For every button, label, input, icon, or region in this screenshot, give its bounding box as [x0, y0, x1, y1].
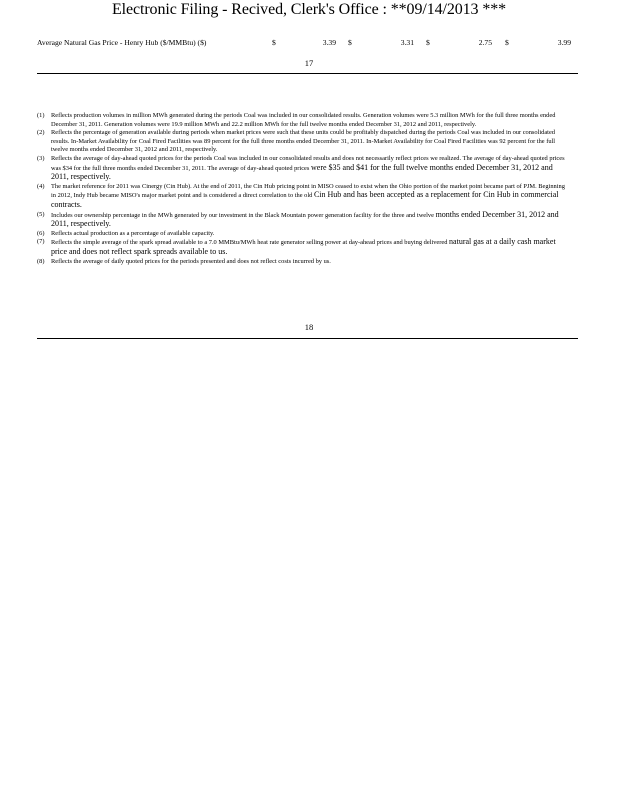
footnote-text: Includes our ownership percentage in the MWh generated by our investment in the Black Mountain power generation facility for the three and twelve months ended December 31, 2012 and 2011, respectively.	[51, 209, 559, 229]
currency-symbol: $	[426, 38, 430, 47]
footnote-text: Reflects the average of day-ahead quoted prices for the periods Coal was included in our consolidated results and does not necessarily reflect prices we realized. The average of day-ahead quoted prices was $34 for the full three months ended December 31, 2011. The average of day-ahead quoted prices were $35 and $41 for the full twelve months ended December 31, 2012 and 2011, respectively.	[51, 154, 565, 182]
footnote	[37, 183, 565, 211]
footnotes	[37, 112, 565, 266]
page-divider	[37, 73, 578, 74]
table-cell: 2.75	[478, 38, 492, 47]
table-cell: 3.99	[557, 38, 571, 47]
footnote	[37, 155, 565, 183]
footnote-text: Reflects the simple average of the spark spread available to a 7.0 MMBtu/MWh heat rate generator selling power at day-ahead prices and buying delivered natural gas at a daily cash market price and does not reflect spark spreads available to us.	[51, 237, 556, 256]
footnote	[37, 129, 565, 155]
footnote-text: Reflects production volumes in million MWh generated during the periods Coal was included in our consolidated results. Generation volumes were 5.3 million MWh for the full three months ended December 31, 2011. Generation volumes were 19.9 million MWh and 22.2 million MWh for the full twelve months ended December 31, 2012 and 2011, respectively.	[51, 112, 556, 128]
footnote-number: (7)	[37, 238, 45, 246]
page-divider	[37, 338, 578, 339]
page-number: 17	[304, 58, 314, 68]
footnote-number: (4)	[37, 182, 45, 190]
footnote	[37, 238, 565, 257]
footnote	[37, 112, 565, 129]
footnote	[37, 211, 565, 230]
footnote-text: The market reference for 2011 was Cinergy (Cin Hub). At the end of 2011, the Cin Hub pricing point in MISO ceased to exist when the Ohio portion of the market point became part of PJM. Beginning in 2012, Indy Hub became MISO's major market point and is considered a direct correlation to the old Cin Hub and has been accepted as a replacement for Cin Hub in commercial contracts.	[51, 182, 565, 209]
currency-symbol: $	[505, 38, 509, 47]
footnote-text: Reflects the percentage of generation available during periods when market prices were such that these units could be profitably dispatched during the periods Coal was included in our consolidated results. In-Market Availability for Coal Fired Facilities was 89 percent for the full three months ended December 31, 2011. In-Market Availability for Coal Fired Facilities was 92 percent for the full twelve months ended December 31, 2012 and 2011, respectively.	[51, 129, 556, 154]
footnote-text: Reflects the average of daily quoted prices for the periods presented and does not reflect costs incurred by us.	[51, 257, 331, 265]
currency-symbol: $	[272, 38, 276, 47]
footnote-number: (1)	[37, 112, 45, 119]
filing-header: Electronic Filing - Recived, Clerk's Office : **09/14/2013 ***	[111, 1, 507, 18]
footnote-number: (3)	[37, 154, 45, 162]
footnote-number: (5)	[37, 210, 45, 218]
footnote-number: (2)	[37, 129, 45, 137]
footnote	[37, 258, 565, 267]
table-cell: 3.31	[400, 38, 414, 47]
footnote-number: (6)	[37, 229, 45, 237]
footnote-number: (8)	[37, 257, 45, 265]
table-cell: 3.39	[322, 38, 336, 47]
row-label: Average Natural Gas Price - Henry Hub ($/MMBtu) ($)	[37, 38, 207, 47]
currency-symbol: $	[348, 38, 352, 47]
footnote-text: Reflects actual production as a percentage of available capacity.	[51, 229, 215, 237]
table-row	[0, 37, 618, 49]
page-number: 18	[304, 322, 314, 332]
